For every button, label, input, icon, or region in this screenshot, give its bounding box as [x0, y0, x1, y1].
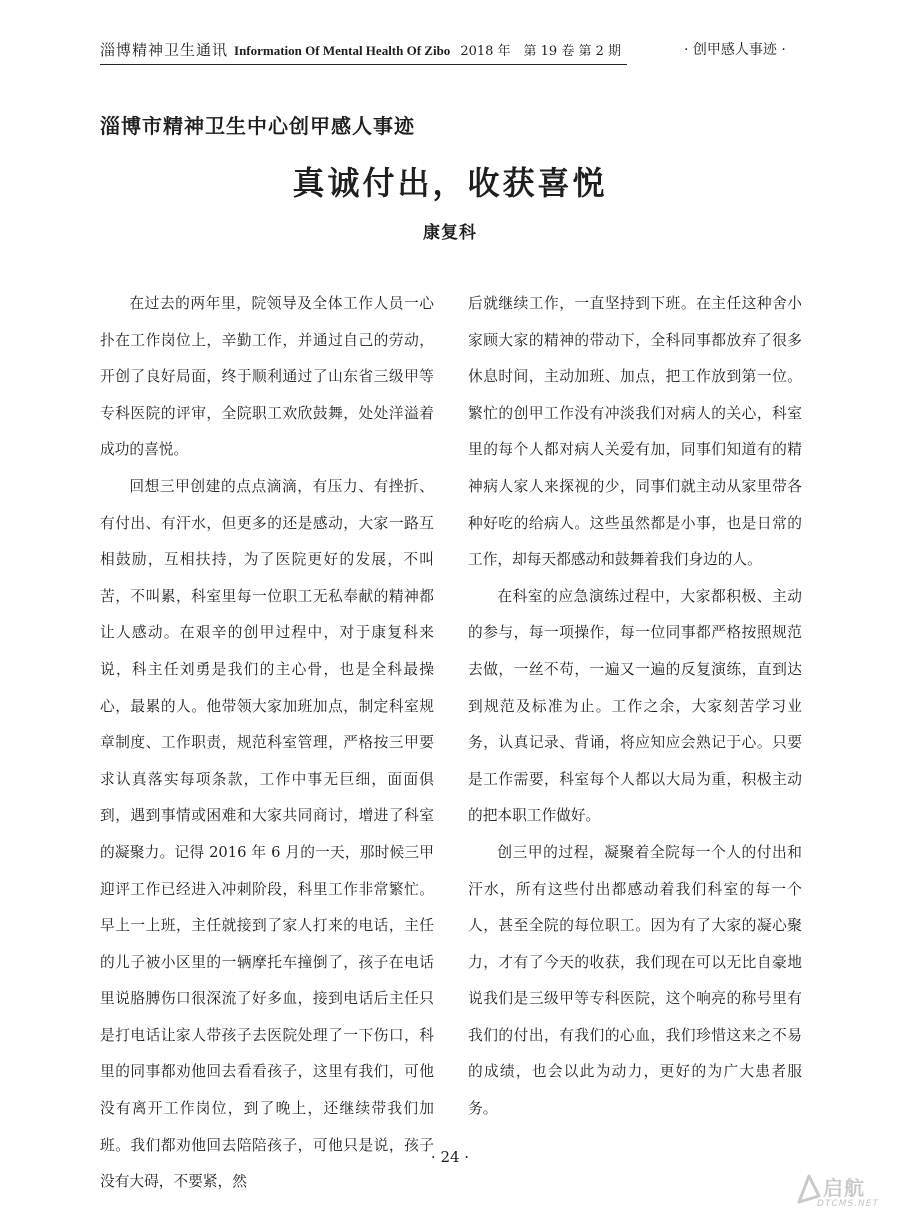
page-number: · 24 · [430, 1148, 470, 1166]
paragraph: 在科室的应急演练过程中，大家都积极、主动的参与，每一项操作，每一位同事都严格按照规范去做，一丝不苟，一遍又一遍的反复演练，直到达到规范及标准为止。工作之余，大家刻苦学习业务，认真记录、背诵，将应知应会熟记于心。只要是工作需要，科室每个人都以大局为重，积极主动的把本职工作做好。 [468, 587, 802, 825]
section-title: 淄博市精神卫生中心创甲感人事迹 [100, 114, 415, 138]
watermark-text: 启航 [823, 1176, 865, 1200]
watermark-subtext: DTCMS.NET [817, 1199, 879, 1209]
issue-info: 2018 年 第 19 卷 第 2 期 [460, 44, 622, 59]
paragraph: 创三甲的过程，凝聚着全院每一个人的付出和汗水，所有这些付出都感动着我们科室的每一个人，甚至全院的每位职工。因为有了大家的凝心聚力，才有了今天的收获，我们现在可以无比自豪地说我们是三级甲等专科医院，这个响亮的称号里有我们的付出，有我们的心血，我们珍惜这来之不易的成绩，也会以此为动力，更好的为广大患者服务。 [468, 843, 802, 1118]
paragraph: 在过去的两年里，院领导及全体工作人员一心扑在工作岗位上，辛勤工作，并通过自己的劳动，开创了良好局面，终于顺利通过了山东省三级甲等专科医院的评审，全院职工欢欣鼓舞，处处洋溢着成功的喜悦。 [100, 295, 434, 459]
journal-name: 淄博精神卫生通讯 [100, 41, 229, 59]
article-title: 真诚付出，收获喜悦 [292, 164, 608, 202]
paragraph-continuation: 后就继续工作，一直坚持到下班。在主任这种舍小家顾大家的精神的带动下，全科同事都放弃了很多休息时间，主动加班、加点，把工作放到第一位。繁忙的创甲工作没有冲淡我们对病人的关心，科室里的每个人都对病人关爱有加，同事们知道有的精神病人家人来探视的少，同事们就主动从家里带各种好吃的给病人。这些虽然都是小事，也是日常的工作，却每天都感动和鼓舞着我们身边的人。 [468, 295, 802, 569]
right-column [468, 286, 802, 1128]
journal-name-english: Information Of Mental Health Of Zibo [234, 43, 451, 58]
running-header [100, 40, 625, 62]
left-column [100, 286, 434, 1201]
paragraph: 回想三甲创建的点点滴滴，有压力、有挫折、有付出、有汗水，但更多的还是感动，大家一路互相鼓励，互相扶持，为了医院更好的发展，不叫苦，不叫累，科室里每一位职工无私奉献的精神都让人感动。在艰辛的创甲过程中，对于康复科来说，科主任刘勇是我们的主心骨，也是全科最操心，最累的人。他带领大家加班加点，制定科室规章制度、工作职责，规范科室管理，严格按三甲要求认真落实每项条款，工作中事无巨细，面面俱到，遇到事情或困难和大家共同商讨，增进了科室的凝聚力。记得 2016 年 6 月的一天，那时候三甲迎评工作已经进入冲刺阶段，科里工作非常繁忙。早上一上班，主任就接到了家人打来的电话，主任的儿子被小区里的一辆摩托车撞倒了，孩子在电话里说胳膊伤口很深流了好多血，接到电话后主任只是打电话让家人带孩子去医院处理了一下伤口，科里的同事都劝他回去看看孩子，这里有我们，可他没有离开工作岗位，到了晚上，还继续带我们加班。我们都劝他回去陪陪孩子，可他只是说，孩子没有大碍，不要紧，然 [100, 477, 434, 1191]
watermark-logo [793, 1170, 889, 1214]
column-name: · 创甲感人事迹 · [684, 42, 786, 58]
header-rule [100, 64, 627, 65]
article-author: 康复科 [423, 223, 477, 243]
